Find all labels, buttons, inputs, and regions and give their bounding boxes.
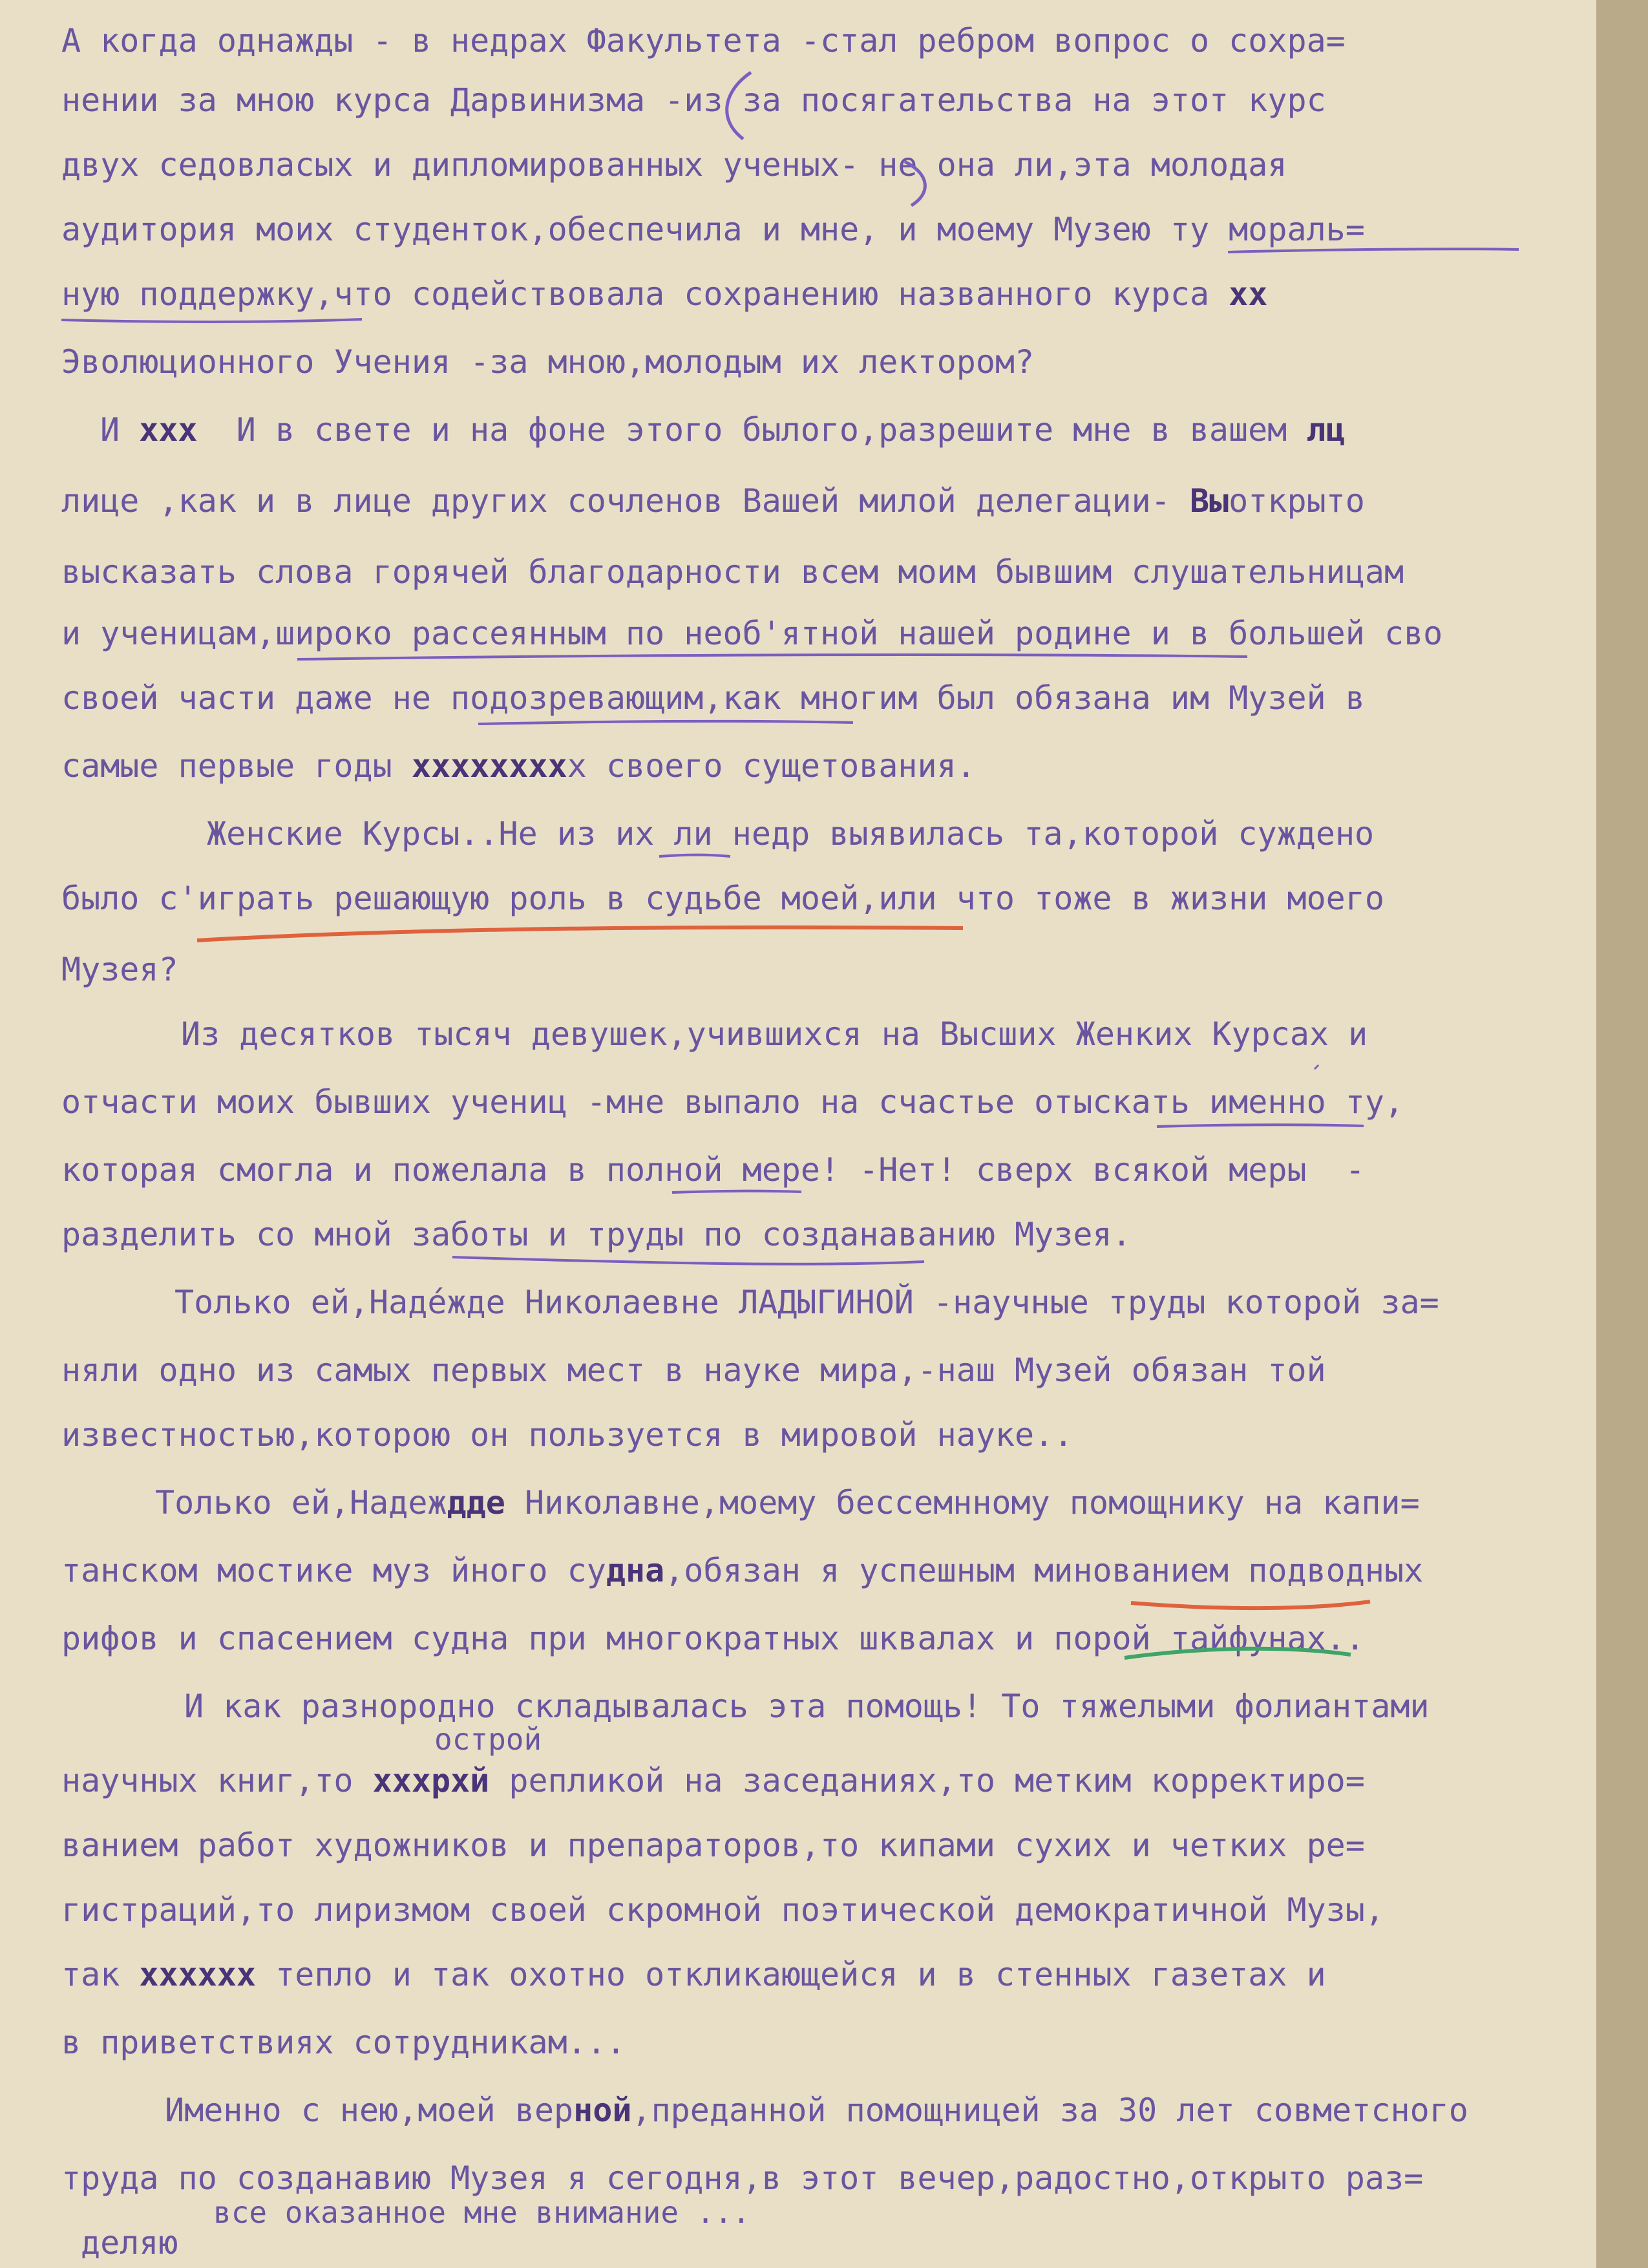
text-span: х своего сущетования. xyxy=(567,747,976,785)
insertion-final-line: все оказанное мне внимание ... xyxy=(213,2195,750,2230)
text-span: И как разнородно складывалась эта помощь! То тяжелыми фолиантами xyxy=(184,1688,1430,1725)
struck-text: хххххххх xyxy=(411,747,567,785)
text-line xyxy=(61,81,1326,119)
text-line xyxy=(61,1762,1365,1799)
text-span: и ученицам,широко рассеянным по необ'ятной нашей родине и в большей сво xyxy=(61,615,1443,652)
text-span: было с'играть решающую роль в судьбе моей,или что тоже в жизни моего xyxy=(61,880,1384,917)
text-line xyxy=(61,22,1346,59)
text-line xyxy=(61,1151,1365,1189)
text-span: рифов и спасением судна при многократных шквалах и порой тайфунах.. xyxy=(61,1620,1365,1657)
text-span: так xyxy=(61,1956,140,1993)
text-line xyxy=(61,1083,1404,1121)
text-line xyxy=(61,953,178,986)
struck-text: хххрхй xyxy=(372,1762,490,1799)
text-line xyxy=(61,679,1365,717)
text-span: танском мостике муз йного су xyxy=(61,1552,606,1589)
text-line xyxy=(61,1416,1073,1454)
text-span: своей части даже не подозревающим,как многим был обязана им Музей в xyxy=(61,679,1365,717)
text-line xyxy=(61,213,1365,246)
text-line xyxy=(61,2159,1424,2197)
text-line xyxy=(61,1827,1365,1864)
text-line xyxy=(61,1218,1132,1251)
text-span: И xyxy=(100,411,140,449)
text-span: Николавне,моему бессемнному помощнику на капи= xyxy=(505,1484,1420,1521)
text-span: ,преданной помощницей за 30 лет совметсного xyxy=(631,2092,1468,2129)
text-line xyxy=(61,275,1268,313)
text-span: деляю xyxy=(81,2224,178,2262)
text-line xyxy=(61,482,1365,520)
text-span: гистраций,то лиризмом своей скромной поэтической демократичной Музы, xyxy=(61,1891,1384,1929)
text-line xyxy=(61,1891,1384,1929)
text-line xyxy=(184,1688,1430,1725)
text-line xyxy=(165,2092,1468,2129)
struck-text: ххх xyxy=(139,411,198,449)
text-span: няли одно из самых первых мест в науке мира,-наш Музей обязан той xyxy=(61,1351,1326,1389)
text-line xyxy=(61,617,1442,650)
text-span: которая смогла и пожелала в полной мере! -Нет! сверх всякой меры - xyxy=(61,1151,1365,1189)
struck-text: Вы xyxy=(1189,482,1229,520)
text-span: научных книг,то xyxy=(61,1762,373,1799)
text-line xyxy=(61,553,1404,591)
text-line xyxy=(61,1351,1326,1389)
text-line xyxy=(207,815,1375,853)
text-span: Женские Курсы..Не из их ли недр выявилась та,которой суждено xyxy=(207,815,1375,853)
page-edge xyxy=(1596,0,1648,2268)
text-span: известностью,которою он пользуется в мировой науке.. xyxy=(61,1416,1073,1454)
text-span: Именно с нею,моей вер xyxy=(165,2092,574,2129)
text-line xyxy=(100,411,1346,449)
text-line xyxy=(174,1286,1439,1319)
text-span: ную поддержку,что содействовала сохранению названного курса xyxy=(61,275,1229,313)
text-span: тепло и так охотно откликающейся и в стенных газетах и xyxy=(256,1956,1326,1993)
text-line xyxy=(181,1015,1368,1053)
text-span: отчасти моих бывших учениц -мне выпало на счастье отыскать именно ту, xyxy=(61,1083,1404,1121)
text-span: А когда однажды - в недрах Факультета -стал ребром вопрос о сохра= xyxy=(61,22,1346,59)
text-span: Музея? xyxy=(61,951,178,988)
text-span: труда по созданавию Музея я сегодня,в этот вечер,радостно,открыто раз= xyxy=(61,2159,1424,2197)
text-span: двух седовласых и дипломированных ученых- не она ли,эта молодая xyxy=(61,146,1287,184)
text-span: аудитория моих студенток,обеспечила и мне, и моему Музею ту мораль= xyxy=(61,211,1365,248)
struck-text: ной xyxy=(573,2092,632,2129)
text-span: разделить со мной заботы и труды по созданаванию Музея. xyxy=(61,1216,1132,1253)
text-span: Из десятков тысяч девушек,учившихся на Высших Женких Курсах и xyxy=(181,1015,1368,1053)
text-line xyxy=(61,1622,1365,1655)
text-span: нении за мною курса Дарвинизма -из за посягательства на этот курс xyxy=(61,81,1326,119)
struck-text: дна xyxy=(606,1552,665,1589)
struck-text: хххххх xyxy=(139,1956,257,1993)
text-line xyxy=(61,343,1035,381)
text-span: Только ей,Наде́жде Николаевне ЛАДЫГИНОЙ -научные труды которой за= xyxy=(174,1284,1439,1321)
text-span: открыто xyxy=(1229,482,1365,520)
text-line xyxy=(61,747,976,785)
text-span: репликой на заседаниях,то метким корректиро= xyxy=(489,1762,1365,1799)
text-line xyxy=(61,1554,1423,1587)
struck-text: хх xyxy=(1229,275,1268,313)
text-span: Эволюционного Учения -за мною,молодым их лектором? xyxy=(61,343,1035,381)
insertion-ostroy: острой xyxy=(434,1722,542,1757)
text-span: И в свете и на фоне этого былого,разрешите мне в вашем xyxy=(197,411,1307,449)
text-span: в приветствиях сотрудникам... xyxy=(61,2024,626,2061)
text-line xyxy=(81,2224,178,2262)
text-line xyxy=(61,1958,1326,1991)
text-span: лице ,как и в лице других сочленов Вашей милой делегации- xyxy=(61,482,1190,520)
text-span: ,обязан я успешным минованием подводных xyxy=(664,1552,1424,1589)
text-span: высказать слова горячей благодарности всем моим бывшим слушательницам xyxy=(61,553,1404,591)
text-line xyxy=(61,882,1384,915)
text-span: ванием работ художников и препараторов,то кипами сухих и четких ре= xyxy=(61,1827,1365,1864)
text-line xyxy=(155,1484,1420,1521)
text-line xyxy=(61,2026,626,2059)
struck-text: дде xyxy=(447,1484,505,1521)
text-span: самые первые годы xyxy=(61,747,412,785)
text-line xyxy=(61,146,1287,184)
struck-text: лц xyxy=(1306,411,1346,449)
text-span: Только ей,Надеж xyxy=(155,1484,447,1521)
